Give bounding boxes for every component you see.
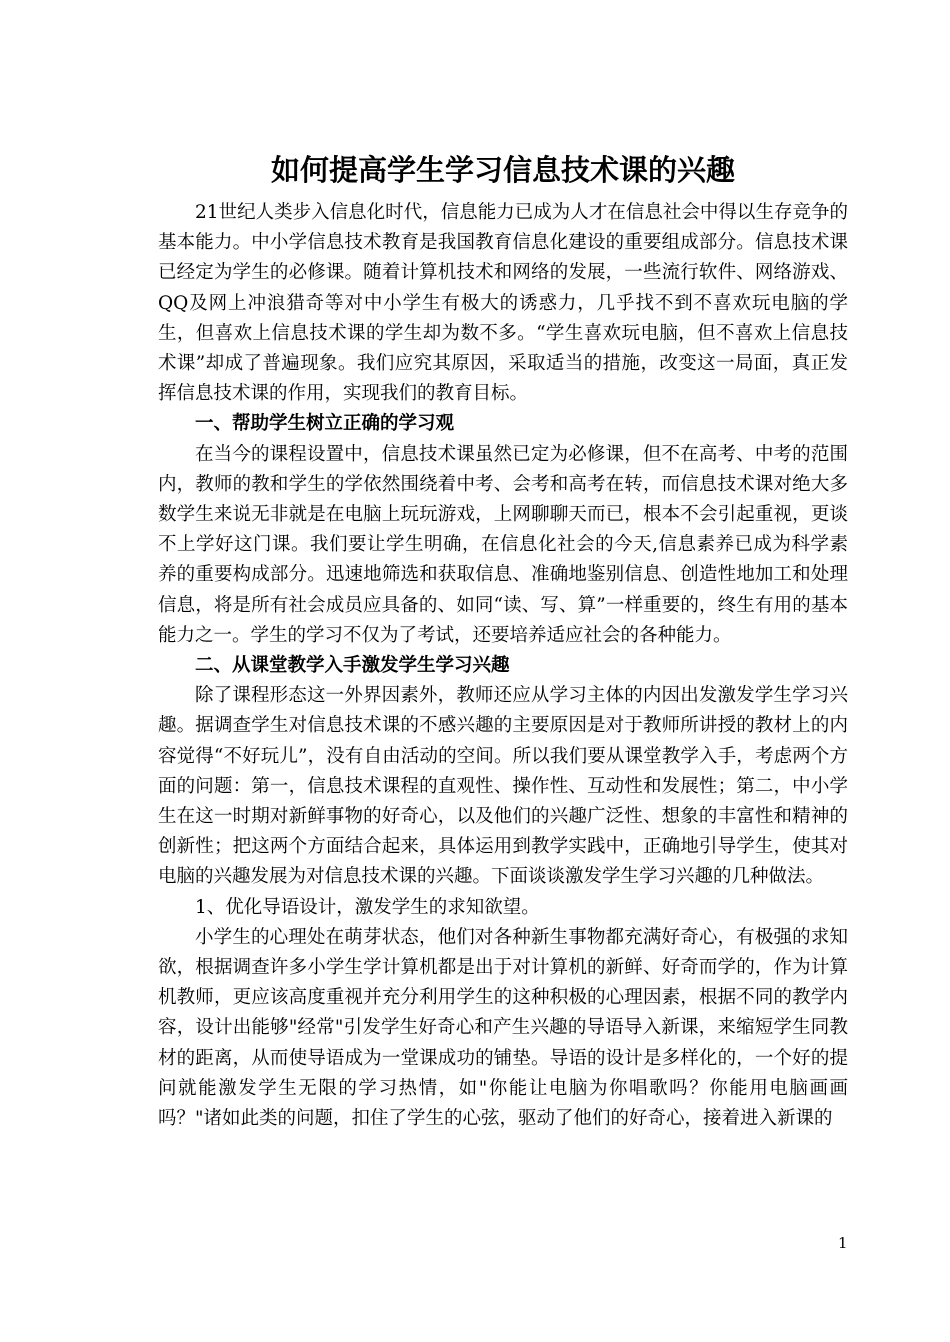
section-heading-2: 二、从课堂教学入手激发学生学习兴趣	[195, 655, 510, 677]
section-heading-1: 一、帮助学生树立正确的学习观	[195, 413, 455, 435]
document-body	[158, 198, 848, 1134]
document-title: 如何提高学生学习信息技术课的兴趣	[270, 153, 735, 187]
page-number: 1	[838, 1234, 848, 1252]
paragraph-section-2: 除了课程形态这一外界因素外，教师还应从学习主体的内因出发激发学生学习兴趣。据调查学生对信息技术课的不感兴趣的主要原因是对于教师所讲授的教材上的内容觉得“不好玩儿”，没有自由活动的空间。所以我们要从课堂教学入手，考虑两个方面的问题：第一，信息技术课程的直观性、操作性、互动性和发展性；第二，中小学生在这一时期对新鲜事物的好奇心，以及他们的兴趣广泛性、想象的丰富性和精神的创新性；把这两个方面结合起来，具体运用到教学实践中，正确地引导学生，使其对电脑的兴趣发展为对信息技术课的兴趣。下面谈谈激发学生学习兴趣的几种做法。	[158, 685, 848, 888]
paragraph-subsection-1: 小学生的心理处在萌芽状态，他们对各种新生事物都充满好奇心，有极强的求知欲，根据调查许多小学生学计算机都是出于对计算机的新鲜、好奇而学的，作为计算机教师，更应该高度重视并充分利用学生的这种积极的心理因素，根据不同的教学内容，设计出能够"经常"引发学生好奇心和产生兴趣的导语导入新课，来缩短学生同教材的距离，从而使导语成为一堂课成功的铺垫。导语的设计是多样化的，一个好的提问就能激发学生无限的学习热情，如"你能让电脑为你唱歌吗？你能用电脑画画吗？"诸如此类的问题，扣住了学生的心弦，驱动了他们的好奇心，接着进入新课的	[158, 926, 848, 1130]
subsection-heading-1: 1、优化导语设计，激发学生的求知欲望。	[195, 896, 540, 918]
paragraph-section-1: 在当今的课程设置中，信息技术课虽然已定为必修课，但不在高考、中考的范围内，教师的教和学生的学依然围绕着中考、会考和高考在转，而信息技术课对绝大多数学生来说无非就是在电脑上玩玩游戏，上网聊聊天而已，根本不会引起重视，更谈不上学好这门课。我们要让学生明确，在信息化社会的今天,信息素养已成为科学素养的重要构成部分。迅速地筛选和获取信息、准确地鉴别信息、创造性地加工和处理信息，将是所有社会成员应具备的、如同“读、写、算”一样重要的，终生有用的基本能力之一。学生的学习不仅为了考试，还要培养适应社会的各种能力。	[158, 443, 848, 646]
paragraph-intro: 21世纪人类步入信息化时代，信息能力已成为人才在信息社会中得以生存竞争的基本能力。中小学信息技术教育是我国教育信息化建设的重要组成部分。信息技术课已经定为学生的必修课。随着计算机技术和网络的发展，一些流行软件、网络游戏、QQ及网上冲浪猎奇等对中小学生有极大的诱惑力，几乎找不到不喜欢玩电脑的学生，但喜欢上信息技术课的学生却为数不多。“学生喜欢玩电脑，但不喜欢上信息技术课”却成了普遍现象。我们应究其原因，采取适当的措施，改变这一局面，真正发挥信息技术课的作用，实现我们的教育目标。	[158, 202, 848, 405]
